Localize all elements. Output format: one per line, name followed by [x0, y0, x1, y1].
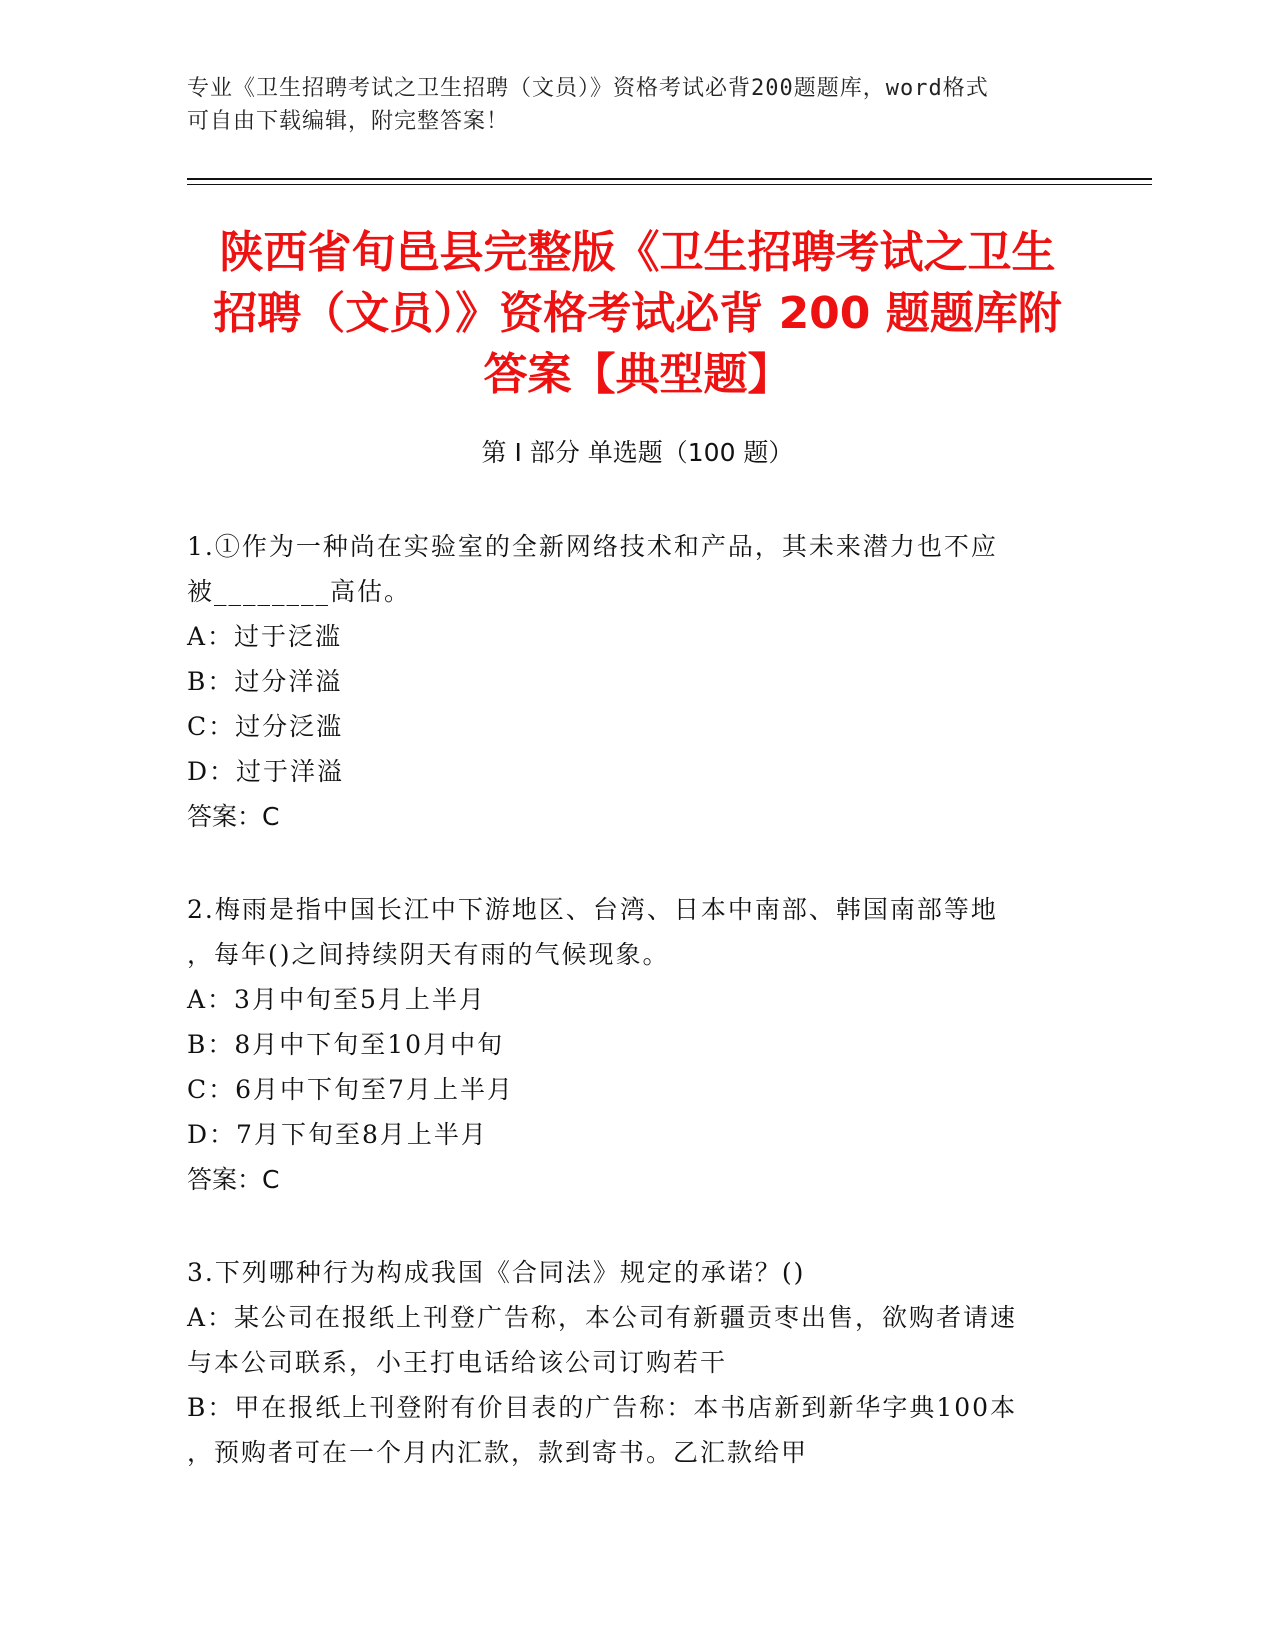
- question-stem-line: 2.梅雨是指中国长江中下游地区、台湾、日本中南部、韩国南部等地: [187, 895, 998, 924]
- header-rule-thick: [187, 178, 1152, 180]
- question-3: [187, 1250, 1067, 1475]
- document-title: [150, 222, 1125, 405]
- option-a: A：过于泛滥: [187, 622, 343, 651]
- question-1: [187, 524, 1067, 839]
- question-stem-line: 1.①作为一种尚在实验室的全新网络技术和产品，其未来潜力也不应: [187, 532, 998, 561]
- option-a: A：某公司在报纸上刊登广告称，本公司有新疆贡枣出售，欲购者请速: [187, 1303, 1018, 1332]
- option-b: B：8月中下旬至10月中旬: [187, 1030, 505, 1059]
- header-rule-thin: [187, 184, 1152, 185]
- option-a: A：3月中旬至5月上半月: [187, 985, 486, 1014]
- option-b: B：过分洋溢: [187, 667, 343, 696]
- question-2: [187, 887, 1067, 1202]
- document-header: [187, 72, 1067, 138]
- answer: 答案：C: [187, 802, 280, 831]
- question-stem-line: ，每年()之间持续阴天有雨的气候现象。: [187, 940, 670, 969]
- header-line-2: 可自由下载编辑，附完整答案！: [187, 109, 510, 134]
- option-b: B：甲在报纸上刊登附有价目表的广告称：本书店新到新华字典100本: [187, 1393, 1018, 1422]
- option-a-continued: 与本公司联系，小王打电话给该公司订购若干: [187, 1348, 728, 1377]
- question-stem-line: 被________高估。: [187, 577, 412, 606]
- header-line-1: 专业《卫生招聘考试之卫生招聘（文员）》资格考试必背200题题库，word格式: [187, 76, 989, 101]
- question-stem-line: 3.下列哪种行为构成我国《合同法》规定的承诺？(): [187, 1258, 806, 1287]
- option-d: D：过于洋溢: [187, 757, 345, 786]
- answer: 答案：C: [187, 1165, 280, 1194]
- title-line-1: 陕西省旬邑县完整版《卫生招聘考试之卫生: [219, 227, 1056, 278]
- option-d: D：7月下旬至8月上半月: [187, 1120, 488, 1149]
- option-b-continued: ，预购者可在一个月内汇款，款到寄书。乙汇款给甲: [187, 1438, 809, 1467]
- title-line-3: 答案【典型题】: [483, 349, 792, 400]
- title-line-2: 招聘（文员）》资格考试必背 200 题题库附: [213, 288, 1062, 339]
- option-c: C：6月中下旬至7月上半月: [187, 1075, 514, 1104]
- option-c: C：过分泛滥: [187, 712, 344, 741]
- section-title: 第 I 部分 单选题（100 题）: [481, 438, 794, 467]
